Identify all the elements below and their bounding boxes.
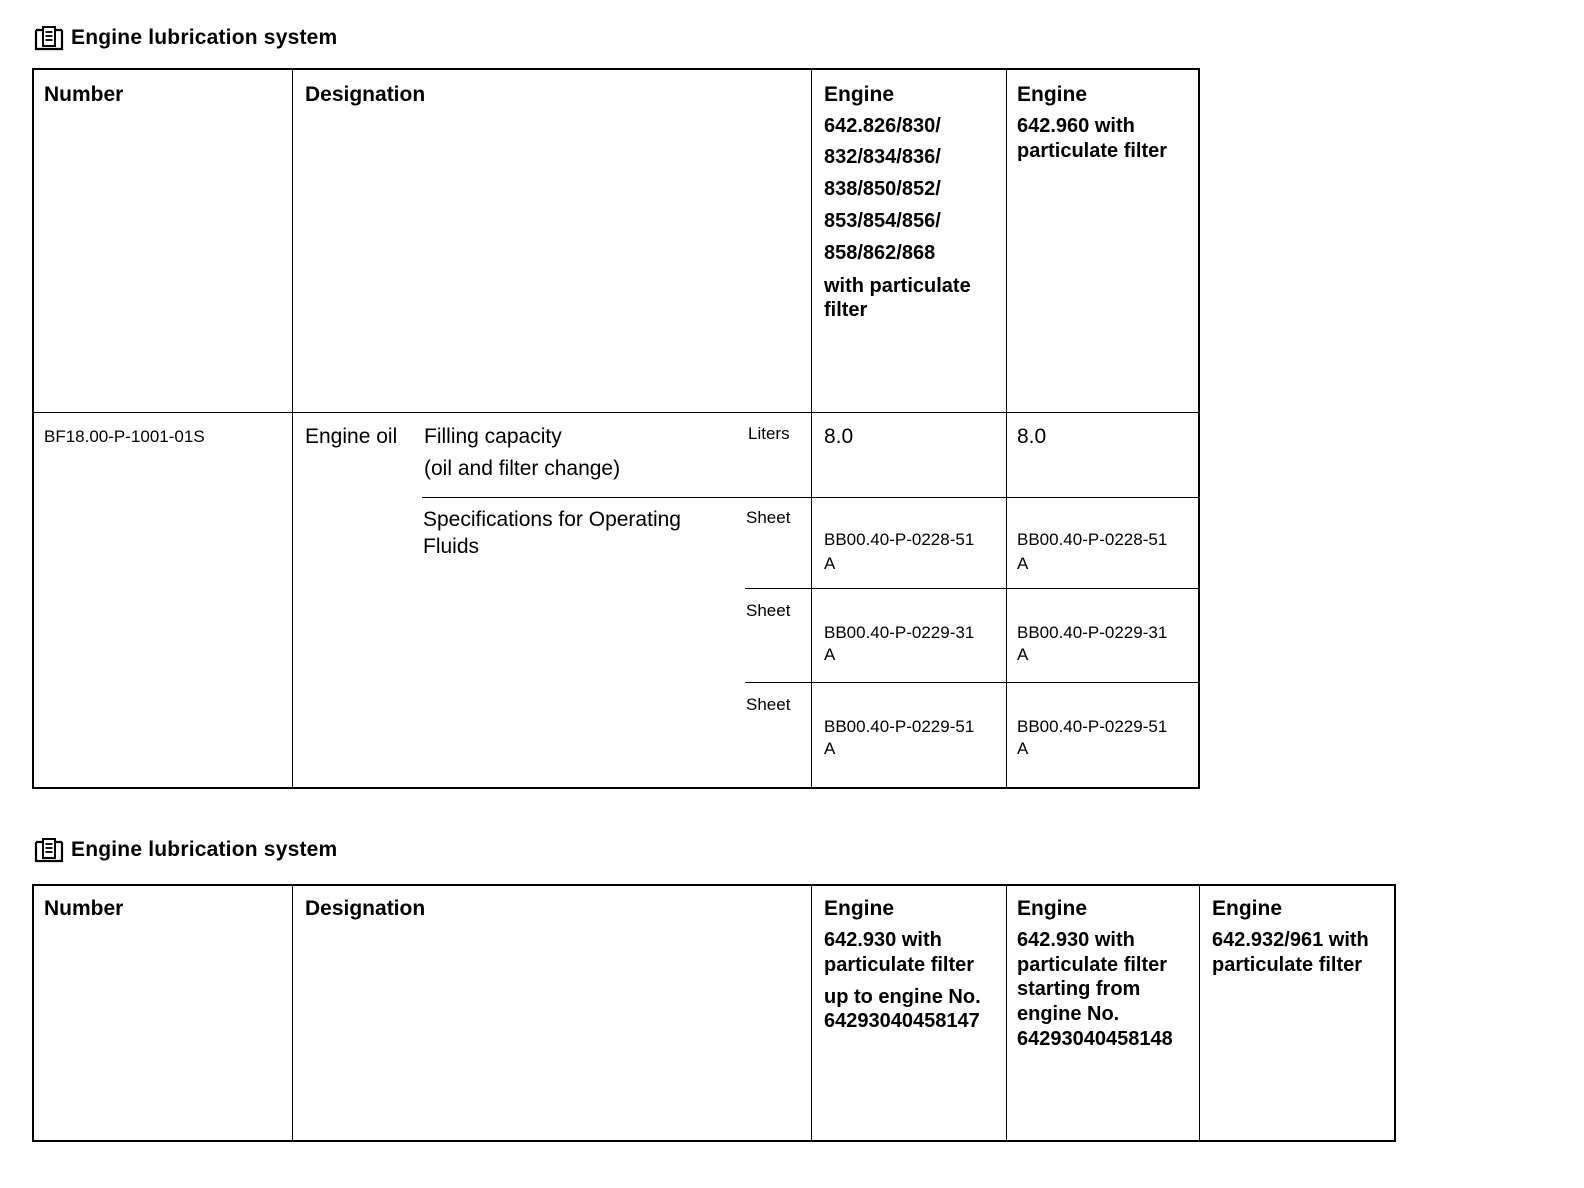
header-designation: Designation	[305, 897, 426, 920]
header-engine-label: Engine	[1017, 897, 1088, 920]
sheet-ref: BB00.40-P-0228-51	[824, 530, 975, 549]
section-title-1	[34, 23, 337, 53]
lubrication-table-2	[32, 884, 1396, 1142]
unit-sheet: Sheet	[746, 508, 791, 527]
col-divider	[1006, 70, 1007, 787]
unit-liters: Liters	[748, 424, 790, 443]
row-divider	[422, 497, 1198, 498]
row-divider	[745, 682, 1198, 683]
header-number: Number	[44, 83, 124, 106]
engine-spec-line: 64293040458148	[1017, 1028, 1173, 1050]
filling-capacity-label: Filling capacity	[424, 425, 562, 448]
sheet-ref: BB00.40-P-0229-31	[824, 623, 975, 642]
engine-spec-line: 642.826/830/	[824, 115, 941, 137]
specs-label: Specifications for Operating	[423, 508, 681, 531]
engine-spec-line: particulate filter	[1017, 140, 1168, 162]
engine-spec-line: 642.960 with	[1017, 115, 1135, 137]
sheet-ref: BB00.40-P-0229-51	[824, 717, 975, 736]
col-divider	[1199, 886, 1200, 1140]
sheet-ref-suffix: A	[1017, 739, 1029, 758]
engine-spec-line: 832/834/836/	[824, 146, 941, 168]
header-engine-label: Engine	[824, 897, 895, 920]
book-list-icon	[34, 25, 64, 51]
engine-spec-line: 642.930 with	[824, 929, 942, 951]
col-divider	[292, 886, 293, 1140]
row-divider	[745, 588, 1198, 589]
filling-value: 8.0	[824, 425, 854, 448]
engine-spec-line: with particulate	[824, 275, 971, 297]
col-divider	[811, 886, 812, 1140]
section-title-text: Engine lubrication system	[71, 838, 338, 861]
col-divider	[811, 70, 812, 787]
sheet-ref-suffix: A	[1017, 645, 1029, 664]
unit-sheet: Sheet	[746, 601, 791, 620]
engine-spec-line: 64293040458147	[824, 1010, 980, 1032]
header-engine-label: Engine	[824, 83, 895, 106]
sheet-ref-suffix: A	[1017, 554, 1029, 573]
filling-capacity-sub: (oil and filter change)	[424, 457, 621, 480]
col-divider	[292, 70, 293, 787]
sheet-ref: BB00.40-P-0229-31	[1017, 623, 1168, 642]
engine-spec-line: 838/850/852/	[824, 178, 941, 200]
engine-spec-line: 853/854/856/	[824, 210, 941, 232]
header-divider	[34, 412, 1198, 413]
col-divider	[1006, 886, 1007, 1140]
header-designation: Designation	[305, 83, 426, 106]
engine-spec-line: particulate filter	[1017, 954, 1168, 976]
row-designation: Engine oil	[305, 425, 398, 448]
sheet-ref-suffix: A	[824, 739, 836, 758]
sheet-ref: BB00.40-P-0228-51	[1017, 530, 1168, 549]
lubrication-table-1	[32, 68, 1200, 789]
sheet-ref: BB00.40-P-0229-51	[1017, 717, 1168, 736]
sheet-ref-suffix: A	[824, 645, 836, 664]
engine-spec-line: 642.932/961 with	[1212, 929, 1369, 951]
header-engine-label: Engine	[1017, 83, 1088, 106]
unit-sheet: Sheet	[746, 695, 791, 714]
engine-spec-line: up to engine No.	[824, 986, 981, 1008]
engine-spec-line: filter	[824, 299, 868, 321]
engine-spec-line: starting from	[1017, 978, 1141, 1000]
engine-spec-line: particulate filter	[1212, 954, 1363, 976]
specs-label-sub: Fluids	[423, 535, 480, 558]
engine-spec-line: 642.930 with	[1017, 929, 1135, 951]
engine-spec-line: 858/862/868	[824, 242, 936, 264]
engine-spec-line: engine No.	[1017, 1003, 1120, 1025]
row-number: BF18.00-P-1001-01S	[44, 427, 205, 446]
header-number: Number	[44, 897, 124, 920]
sheet-ref-suffix: A	[824, 554, 836, 573]
section-title-text: Engine lubrication system	[71, 26, 338, 49]
section-title-2	[34, 835, 337, 865]
filling-value: 8.0	[1017, 425, 1047, 448]
header-engine-label: Engine	[1212, 897, 1283, 920]
book-list-icon	[34, 837, 64, 863]
engine-spec-line: particulate filter	[824, 954, 975, 976]
